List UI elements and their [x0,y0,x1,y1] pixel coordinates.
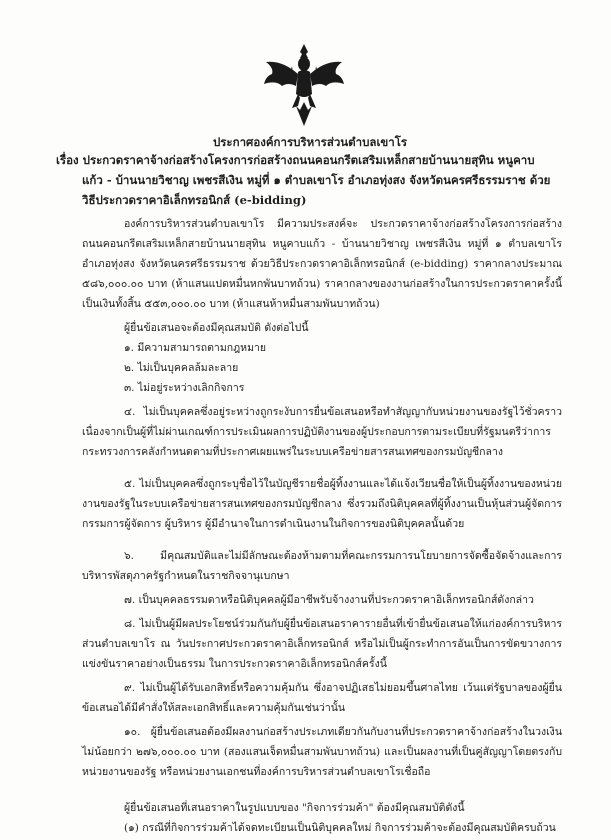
list-item: ๕. ไม่เป็นบุคคลซึ่งถูกระบุชื่อไว้ในบัญชีรายชื่อผู้ทิ้งงานและได้แจ้งเวียนชื่อให้เป็นผู้ทิ้งงานของหน่วยงานของรัฐในระบบเครือข่ายสารสนเทศของกรมบัญชีกลาง ซึ่งรวมถึงนิติบุคคลที่ผู้ทิ้งงานเป็นหุ้นส่วนผู้จัดการ กรรมการผู้จัดการ ผู้บริหาร ผู้มีอำนาจในการดำเนินงานในกิจการของนิติบุคคลนั้นด้วย [82,478,562,530]
joint-venture-item: (๑) กรณีที่กิจการร่วมค้าได้จดทะเบียนเป็นนิติบุคคลใหม่ กิจการร่วมค้าจะต้องมีคุณสมบัติครบถ้วน [124,822,556,834]
list-item: ๓. ไม่อยู่ระหว่างเลิกกิจการ [124,382,245,394]
list-item: ๑. มีความสามารถตามกฎหมาย [124,342,267,354]
qualifications-intro: ผู้ยื่นข้อเสนอจะต้องมีคุณสมบัติ ดังต่อไปนี้ [124,322,309,334]
intro-text: องค์การบริหารส่วนตำบลเขาโร มีความประสงค์จะ ประกวดราคาจ้างก่อสร้างโครงการก่อสร้างถนนคอนกรีตเสริมเหล็กสายบ้านนายสุทิน หนูคาบแก้ว - บ้านนายวิชาญ เพชรสีเงิน หมู่ที่ ๑ ตำบลเขาโร อำเภอทุ่งสง จังหวัดนครศรีธรรมราช ด้วยวิธีประกวดราคาอิเล็กทรอนิกส์ (e-bidding) ราคากลางประมาณ ๕๘๖,๐๐๐.๐๐ บาท (ห้าแสนแปดหมื่นหกพันบาทถ้วน) ราคากลางของงานก่อสร้างในการประกวดราคาครั้งนี้เป็นเงินทั้งสิ้น ๕๕๓,๐๐๐.๐๐ บาท (ห้าแสนห้าหมื่นสามพันบาทถ้วน) [82,218,562,310]
subject-text: ประกวดราคาจ้างก่อสร้างโครงการก่อสร้างถนนคอนกรีตเสริมเหล็กสายบ้านนายสุทิน หนูคาบแก้ว - บ้านนายวิชาญ เพชรสีเงิน หมู่ที่ ๑ ตำบลเขาโร อำเภอทุ่งสง จังหวัดนครศรีธรรมราช ด้วยวิธีประกวดราคาอิเล็กทรอนิกส์ (e-bidding) [82,153,551,207]
list-item: ๘. ไม่เป็นผู้มีผลประโยชน์ร่วมกันกับผู้ยื่นข้อเสนอราคารายอื่นที่เข้ายื่นข้อเสนอให้แก่องค์การบริหารส่วนตำบลเขาโร ณ วันประกาศประกวดราคาอิเล็กทรอนิกส์ หรือไม่เป็นผู้กระทำการอันเป็นการขัดขวางการแข่งขันราคาอย่างเป็นธรรม ในการประกวดราคาอิเล็กทรอนิกส์ครั้งนี้ [82,618,562,670]
subject [56,150,552,210]
list-item: ๒. ไม่เป็นบุคคลล้มละลาย [124,362,239,374]
subject-label: เรื่อง [56,153,79,167]
garuda-emblem-icon [262,42,346,128]
intro-paragraph [82,214,562,314]
joint-venture-intro: ผู้ยื่นข้อเสนอที่เสนอราคาในรูปแบบของ "กิจการร่วมค้า" ต้องมีคุณสมบัติดังนี้ [124,802,465,814]
list-item: ๙. ไม่เป็นผู้ได้รับเอกสิทธิ์หรือความคุ้มกัน ซึ่งอาจปฏิเสธไม่ยอมขึ้นศาลไทย เว้นแต่รัฐบาลของผู้ยื่นข้อเสนอได้มีคำสั่งให้สละเอกสิทธิ์และความคุ้มกันเช่นว่านั้น [82,682,562,714]
list-item: ๑๐. ผู้ยื่นข้อเสนอต้องมีผลงานก่อสร้างประเภทเดียวกันกับงานที่ประกวดราคาจ้างก่อสร้างในวงเงินไม่น้อยกว่า ๒๗๖,๐๐๐.๐๐ บาท (สองแสนเจ็ดหมื่นสามพันบาทถ้วน) และเป็นผลงานที่เป็นคู่สัญญาโดยตรงกับหน่วยงานของรัฐ หรือหน่วยงานเอกชนที่องค์การบริหารส่วนตำบลเขาโรเชื่อถือ [82,726,562,778]
list-item: ๗. เป็นบุคคลธรรมดาหรือนิติบุคคลผู้มีอาชีพรับจ้างงานที่ประกวดราคาอิเล็กทรอนิกส์ดังกล่าว [124,594,534,606]
list-item: ๔. ไม่เป็นบุคคลซึ่งอยู่ระหว่างถูกระงับการยื่นข้อเสนอหรือทำสัญญากับหน่วยงานของรัฐไว้ชั่วคราว เนื่องจากเป็นผู้ที่ไม่ผ่านเกณฑ์การประเมินผลการปฏิบัติงานของผู้ประกอบการตามระเบียบที่รัฐมนตรีว่าการกระทรวงการคลังกำหนดตามที่ประกาศเผยแพร่ในระบบเครือข่ายสารสนเทศของกรมบัญชีกลาง [82,406,562,458]
announcement-title: ประกาศองค์การบริหารส่วนตำบลเขาโร [212,135,408,149]
list-item: ๖. มีคุณสมบัติและไม่มีลักษณะต้องห้ามตามที่คณะกรรมการนโยบายการจัดซื้อจัดจ้างและการบริหารพัสดุภาครัฐกำหนดในราชกิจจานุเบกษา [82,550,562,582]
